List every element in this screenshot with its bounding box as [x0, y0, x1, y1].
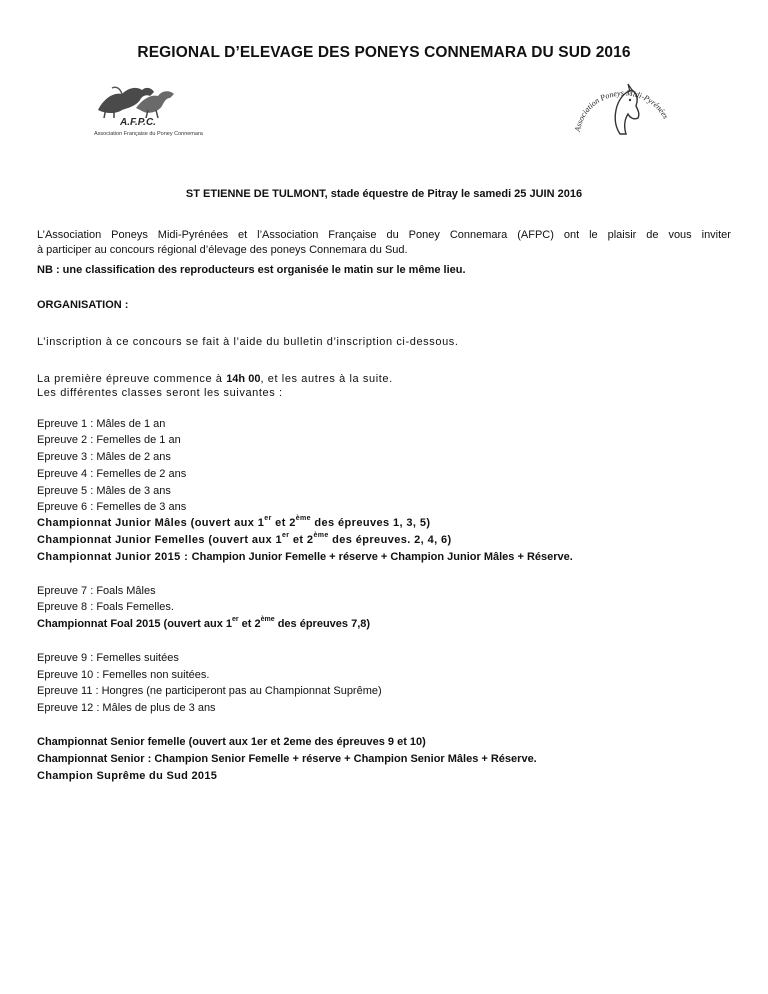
epreuve-3: Epreuve 3 : Mâles de 2 ans — [37, 451, 171, 463]
epreuve-7: Epreuve 7 : Foals Mâles — [37, 585, 156, 597]
start-after: , et les autres à la suite. — [260, 373, 393, 385]
intro-word: inviter — [701, 229, 731, 241]
intro-word: Poneys — [111, 229, 148, 241]
intro-word: L’Association — [37, 229, 102, 241]
epreuve-8: Epreuve 8 : Foals Femelles. — [37, 601, 174, 613]
epreuve-6: Epreuve 6 : Femelles de 3 ans — [37, 501, 187, 513]
afpc-name: Association Française du Poney Connemara — [94, 131, 203, 137]
nb-note: NB : une classification des reproducteurs est organisée le matin sur le même lieu. — [37, 264, 466, 276]
intro-word: ont — [563, 229, 580, 241]
classes-intro: Les différentes classes seront les suivantes : — [37, 387, 283, 399]
championnat-senior: Championnat Senior : Champion Senior Femelle + réserve + Champion Senior Mâles + Réserve. — [37, 753, 537, 765]
championnat-junior-males: Championnat Junior Mâles (ouvert aux 1er et 2ème des épreuves 1, 3, 5) — [37, 515, 431, 529]
championnat-junior-2015: Championnat Junior 2015 : Champion Junior Femelle + réserve + Champion Junior Mâles + Réserve. — [37, 551, 573, 563]
epreuve-5: Epreuve 5 : Mâles de 3 ans — [37, 485, 171, 497]
afpc-abbreviation: A.F.P.C. — [120, 117, 156, 128]
apmp-logo — [566, 70, 676, 146]
epreuve-4: Epreuve 4 : Femelles de 2 ans — [37, 468, 187, 480]
event-line: ST ETIENNE DE TULMONT, stade équestre de Pitray le samedi 25 JUIN 2016 — [185, 188, 583, 200]
championnat-senior-femelle: Championnat Senior femelle (ouvert aux 1er et 2eme des épreuves 9 et 10) — [37, 736, 426, 748]
intro-word: plaisir — [607, 229, 637, 241]
intro-word: et — [238, 229, 248, 241]
intro-line-2: à participer au concours régional d’élevage des poneys Connemara du Sud. — [37, 244, 408, 256]
organisation-heading: ORGANISATION : — [37, 299, 129, 311]
start-time: 14h 00 — [226, 373, 261, 385]
start-line — [37, 372, 393, 386]
horses-icon — [92, 80, 202, 120]
epreuve-1: Epreuve 1 : Mâles de 1 an — [37, 418, 166, 430]
inscription-line: L’inscription à ce concours se fait à l’aide du bulletin d’inscription ci-dessous. — [37, 336, 459, 348]
intro-line-1 — [37, 228, 731, 242]
document-title: REGIONAL D’ELEVAGE DES PONEYS CONNEMARA DU SUD 2016 — [137, 44, 631, 61]
championnat-junior-femelles: Championnat Junior Femelles (ouvert aux 1er et 2ème des épreuves. 2, 4, 6) — [37, 532, 452, 546]
apmp-name: Association Poneys Midi-Pyrénées — [573, 88, 671, 133]
intro-word: (AFPC) — [517, 229, 554, 241]
epreuve-9: Epreuve 9 : Femelles suitées — [37, 652, 179, 664]
champion-supreme: Champion Suprême du Sud 2015 — [37, 770, 218, 782]
intro-word: Midi-Pyrénées — [157, 229, 229, 241]
epreuve-12: Epreuve 12 : Mâles de plus de 3 ans — [37, 702, 216, 714]
intro-word: de — [646, 229, 659, 241]
epreuve-11: Epreuve 11 : Hongres (ne participeront pas au Championnat Suprême) — [37, 685, 382, 697]
intro-word: Connemara — [449, 229, 508, 241]
intro-word: vous — [668, 229, 692, 241]
intro-word: Française — [328, 229, 377, 241]
intro-word: du — [386, 229, 399, 241]
epreuve-2: Epreuve 2 : Femelles de 1 an — [37, 434, 181, 446]
epreuve-10: Epreuve 10 : Femelles non suitées. — [37, 669, 210, 681]
intro-word: l’Association — [257, 229, 319, 241]
intro-word: le — [589, 229, 598, 241]
championnat-foal: Championnat Foal 2015 (ouvert aux 1er et 2ème des épreuves 7,8) — [37, 616, 371, 630]
afpc-logo — [92, 80, 202, 142]
start-before: La première épreuve commence à — [37, 373, 227, 385]
intro-word: Poney — [408, 229, 440, 241]
